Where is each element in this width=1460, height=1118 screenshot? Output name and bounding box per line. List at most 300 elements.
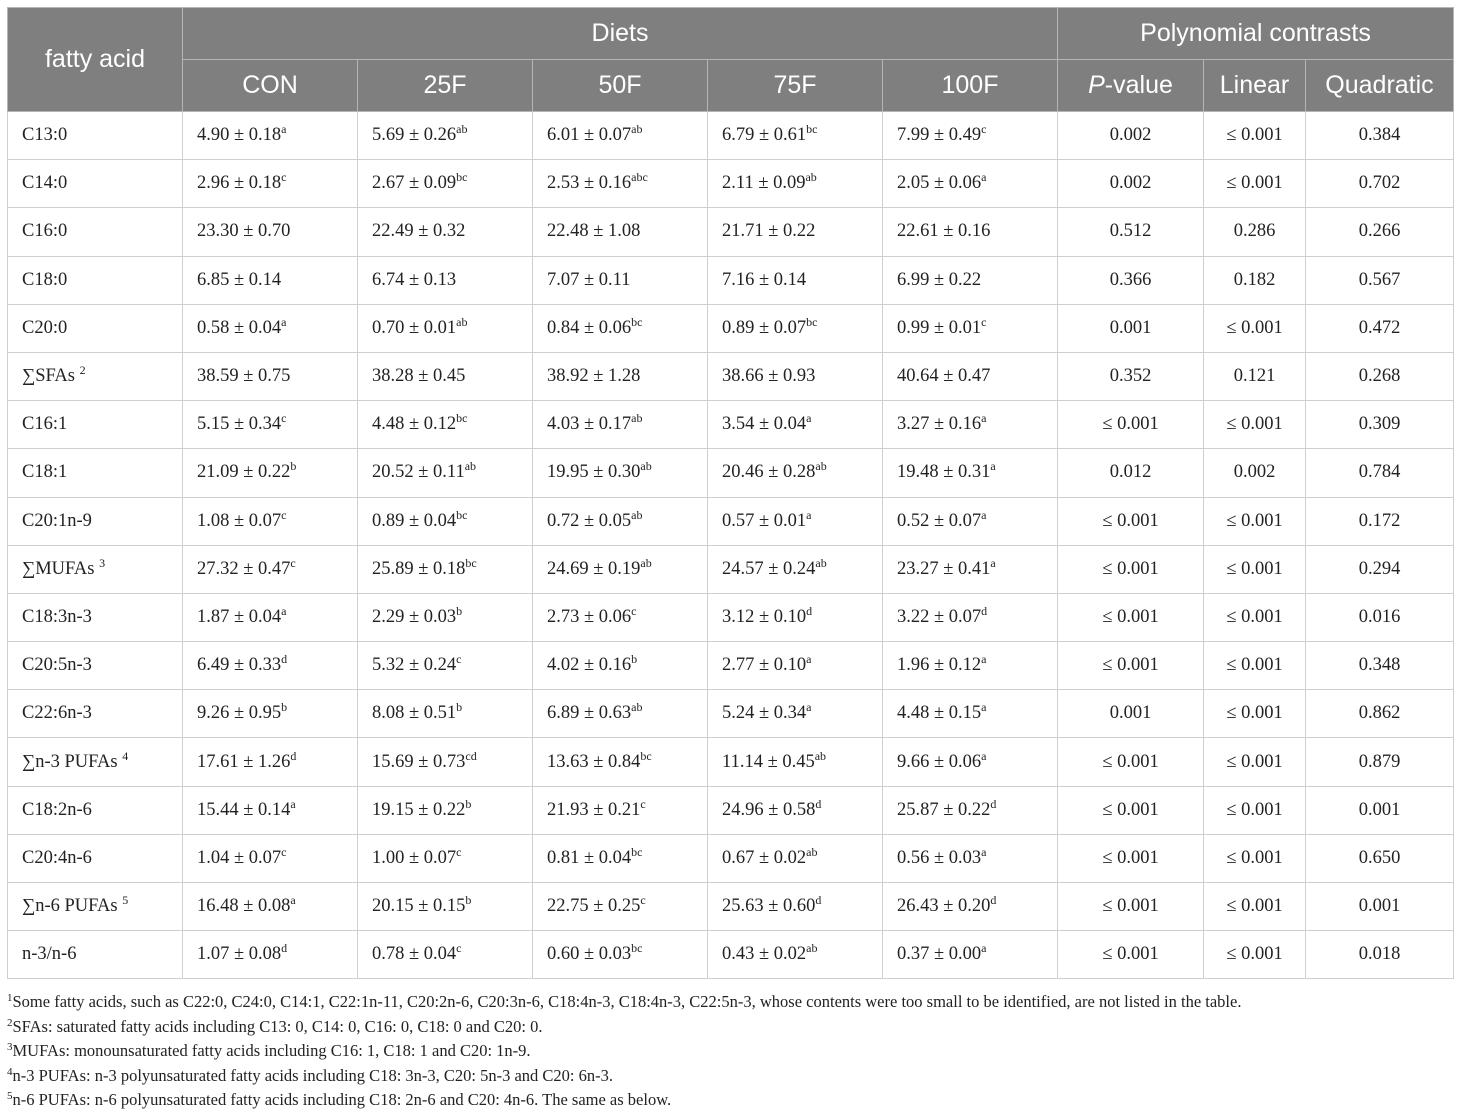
significance-letter: ab (456, 122, 468, 137)
fatty-acid-label: C20:0 (22, 317, 68, 338)
significance-letter: c (981, 314, 987, 329)
diet-value-cell (358, 497, 533, 545)
significance-letter: ab (631, 700, 643, 715)
diet-value-cell (358, 834, 533, 882)
significance-letter: a (806, 507, 812, 522)
mean-sem-value: 0.60 ± 0.03 (547, 944, 632, 965)
quadratic-cell: 0.001 (1306, 883, 1454, 931)
mean-sem-value: 21.93 ± 0.21 (547, 799, 641, 820)
table-row (8, 834, 1454, 882)
p-value-cell: ≤ 0.001 (1058, 497, 1204, 545)
mean-sem-value: 3.22 ± 0.07 (897, 606, 982, 627)
linear-cell: 0.182 (1204, 256, 1306, 304)
diet-value-cell (183, 931, 358, 979)
linear-cell: ≤ 0.001 (1204, 112, 1306, 160)
row-fatty-acid-name (8, 449, 183, 497)
diet-value-cell (358, 642, 533, 690)
mean-sem-value: 0.58 ± 0.04 (197, 317, 282, 338)
diet-value-cell (358, 256, 533, 304)
diet-value-cell (883, 304, 1058, 352)
mean-sem-value: 23.30 ± 0.70 (197, 221, 291, 242)
footnote (7, 990, 1453, 1015)
significance-letter: a (981, 652, 987, 667)
table-row (8, 545, 1454, 593)
mean-sem-value: 6.74 ± 0.13 (372, 269, 457, 290)
mean-sem-value: 0.72 ± 0.05 (547, 510, 632, 531)
mean-sem-value: 4.90 ± 0.18 (197, 125, 282, 146)
diet-value-cell (883, 160, 1058, 208)
significance-letter: ab (806, 844, 818, 859)
table-row (8, 304, 1454, 352)
diet-value-cell (883, 256, 1058, 304)
header-diet-50f: 50F (533, 60, 708, 112)
mean-sem-value: 23.27 ± 0.41 (897, 558, 991, 579)
significance-letter: b (465, 893, 472, 908)
significance-letter: a (806, 652, 812, 667)
significance-letter: a (981, 507, 987, 522)
diet-value-cell (708, 593, 883, 641)
significance-letter: bc (806, 122, 818, 137)
mean-sem-value: 11.14 ± 0.45 (722, 751, 815, 772)
row-fatty-acid-name (8, 545, 183, 593)
mean-sem-value: 19.48 ± 0.31 (897, 462, 991, 483)
quadratic-cell: 0.018 (1306, 931, 1454, 979)
mean-sem-value: 0.81 ± 0.04 (547, 847, 632, 868)
fatty-acid-label: C16:1 (22, 414, 68, 435)
diet-value-cell (533, 304, 708, 352)
diet-value-cell (883, 786, 1058, 834)
diet-value-cell (708, 834, 883, 882)
diet-value-cell (358, 112, 533, 160)
quadratic-cell: 0.472 (1306, 304, 1454, 352)
linear-cell: ≤ 0.001 (1204, 401, 1306, 449)
significance-letter: b (456, 700, 463, 715)
mean-sem-value: 7.99 ± 0.49 (897, 125, 982, 146)
footnote-text: Some fatty acids, such as C22:0, C24:0, C14:1, C22:1n-11, C20:2n-6, C20:3n-6, C18:4n-3, C18:4n-3, C22:5n-3, whose contents were too small to be identified, are not listed in the table. (12, 992, 1242, 1011)
footnote-number: 3 (7, 1041, 13, 1054)
mean-sem-value: 2.29 ± 0.03 (372, 606, 457, 627)
mean-sem-value: 3.12 ± 0.10 (722, 606, 807, 627)
mean-sem-value: 0.43 ± 0.02 (722, 944, 807, 965)
fatty-acid-label: n-3/n-6 (22, 944, 77, 965)
diet-value-cell (533, 545, 708, 593)
linear-cell: 0.286 (1204, 208, 1306, 256)
mean-sem-value: 9.66 ± 0.06 (897, 751, 982, 772)
header-diet-100f: 100F (883, 60, 1058, 112)
row-fatty-acid-name (8, 256, 183, 304)
mean-sem-value: 5.69 ± 0.26 (372, 125, 457, 146)
significance-letter: ab (814, 748, 827, 763)
header-diet-75f: 75F (708, 60, 883, 112)
significance-letter: c (281, 170, 287, 185)
table-row (8, 401, 1454, 449)
mean-sem-value: 1.96 ± 0.12 (897, 655, 982, 676)
significance-letter: bc (640, 748, 652, 763)
header-polynomial-contrasts: Polynomial contrasts (1058, 8, 1454, 60)
diet-value-cell (533, 786, 708, 834)
diet-value-cell (883, 931, 1058, 979)
row-fatty-acid-name (8, 593, 183, 641)
diet-value-cell (358, 690, 533, 738)
significance-letter: c (456, 652, 462, 667)
diet-value-cell (183, 738, 358, 786)
significance-letter: b (456, 603, 463, 618)
diet-value-cell (708, 304, 883, 352)
footnote (7, 1064, 1453, 1089)
footnote-number: 1 (7, 992, 13, 1004)
diet-value-cell (533, 642, 708, 690)
footnote-text: MUFAs: monounsaturated fatty acids including C16: 1, C18: 1 and C20: 1n-9. (12, 1041, 531, 1061)
linear-cell: ≤ 0.001 (1204, 304, 1306, 352)
mean-sem-value: 22.61 ± 0.16 (897, 221, 991, 242)
diet-value-cell (183, 256, 358, 304)
mean-sem-value: 4.02 ± 0.16 (547, 655, 632, 676)
header-diets: Diets (183, 8, 1058, 60)
diet-value-cell (883, 545, 1058, 593)
diet-value-cell (708, 497, 883, 545)
significance-letter: ab (805, 170, 817, 185)
mean-sem-value: 19.95 ± 0.30 (547, 462, 641, 483)
fatty-acid-label: C18:0 (22, 269, 68, 290)
diet-value-cell (358, 931, 533, 979)
header-quadratic: Quadratic (1306, 60, 1454, 112)
fatty-acid-label: C20:1n-9 (22, 510, 92, 531)
mean-sem-value: 7.16 ± 0.14 (722, 269, 807, 290)
mean-sem-value: 5.32 ± 0.24 (372, 655, 457, 676)
header-diet-25f: 25F (358, 60, 533, 112)
diet-value-cell (183, 352, 358, 400)
mean-sem-value: 20.15 ± 0.15 (372, 896, 466, 917)
significance-letter: a (281, 314, 287, 329)
significance-letter: abc (631, 170, 648, 185)
row-fatty-acid-name (8, 160, 183, 208)
mean-sem-value: 6.85 ± 0.14 (197, 269, 282, 290)
significance-letter: d (290, 748, 297, 763)
footnote-marker: 5 (122, 893, 129, 908)
significance-letter: a (281, 603, 287, 618)
fatty-acid-label: ∑MUFAs (22, 558, 100, 579)
quadratic-cell: 0.702 (1306, 160, 1454, 208)
quadratic-cell: 0.567 (1306, 256, 1454, 304)
significance-letter: bc (631, 314, 643, 329)
footnote (7, 1039, 1453, 1064)
significance-letter: d (815, 893, 822, 908)
footnote-number: 4 (7, 1065, 13, 1078)
mean-sem-value: 2.11 ± 0.09 (722, 173, 806, 194)
mean-sem-value: 0.78 ± 0.04 (372, 944, 457, 965)
significance-letter: a (990, 555, 996, 570)
diet-value-cell (183, 690, 358, 738)
mean-sem-value: 19.15 ± 0.22 (372, 799, 466, 820)
significance-letter: d (281, 941, 288, 956)
mean-sem-value: 38.66 ± 0.93 (722, 366, 816, 387)
table-row (8, 449, 1454, 497)
mean-sem-value: 6.49 ± 0.33 (197, 655, 282, 676)
mean-sem-value: 21.09 ± 0.22 (197, 462, 291, 483)
mean-sem-value: 2.67 ± 0.09 (372, 173, 457, 194)
mean-sem-value: 20.52 ± 0.11 (372, 462, 465, 483)
table-row (8, 883, 1454, 931)
diet-value-cell (533, 834, 708, 882)
diet-value-cell (358, 738, 533, 786)
significance-letter: c (456, 844, 462, 859)
significance-letter: cd (465, 748, 477, 763)
fatty-acid-label: C13:0 (22, 125, 68, 146)
mean-sem-value: 22.75 ± 0.25 (547, 896, 641, 917)
quadratic-cell: 0.862 (1306, 690, 1454, 738)
mean-sem-value: 25.87 ± 0.22 (897, 799, 991, 820)
diet-value-cell (883, 642, 1058, 690)
significance-letter: d (981, 603, 988, 618)
table-row (8, 497, 1454, 545)
linear-cell: ≤ 0.001 (1204, 690, 1306, 738)
diet-value-cell (533, 352, 708, 400)
linear-cell: 0.121 (1204, 352, 1306, 400)
diet-value-cell (533, 593, 708, 641)
diet-value-cell (358, 449, 533, 497)
mean-sem-value: 2.96 ± 0.18 (197, 173, 282, 194)
table-row (8, 112, 1454, 160)
mean-sem-value: 1.00 ± 0.07 (372, 847, 457, 868)
mean-sem-value: 40.64 ± 0.47 (897, 366, 991, 387)
fatty-acid-label: C20:4n-6 (22, 847, 92, 868)
p-value-cell: 0.001 (1058, 690, 1204, 738)
significance-letter: c (281, 844, 287, 859)
significance-letter: c (640, 893, 646, 908)
diet-value-cell (183, 401, 358, 449)
row-fatty-acid-name (8, 642, 183, 690)
footnote-marker: 4 (122, 748, 129, 763)
mean-sem-value: 0.89 ± 0.04 (372, 510, 457, 531)
mean-sem-value: 2.53 ± 0.16 (547, 173, 632, 194)
diet-value-cell (708, 545, 883, 593)
significance-letter: ab (640, 555, 652, 570)
significance-letter: a (981, 941, 987, 956)
diet-value-cell (708, 112, 883, 160)
significance-letter: c (290, 555, 296, 570)
diet-value-cell (708, 690, 883, 738)
significance-letter: ab (815, 555, 827, 570)
mean-sem-value: 15.69 ± 0.73 (372, 751, 466, 772)
mean-sem-value: 5.24 ± 0.34 (722, 703, 807, 724)
diet-value-cell (708, 883, 883, 931)
diet-value-cell (708, 931, 883, 979)
significance-letter: b (281, 700, 288, 715)
p-value-cell: ≤ 0.001 (1058, 642, 1204, 690)
linear-cell: ≤ 0.001 (1204, 786, 1306, 834)
diet-value-cell (358, 304, 533, 352)
mean-sem-value: 5.15 ± 0.34 (197, 414, 282, 435)
table-body (8, 112, 1454, 979)
p-value-cell: 0.512 (1058, 208, 1204, 256)
mean-sem-value: 0.89 ± 0.07 (722, 317, 807, 338)
significance-letter: a (990, 459, 996, 474)
mean-sem-value: 25.63 ± 0.60 (722, 896, 816, 917)
diet-value-cell (708, 352, 883, 400)
p-value-cell: ≤ 0.001 (1058, 786, 1204, 834)
linear-cell: ≤ 0.001 (1204, 642, 1306, 690)
significance-letter: a (981, 700, 987, 715)
row-fatty-acid-name (8, 304, 183, 352)
header-row-top (8, 8, 1454, 60)
linear-cell: ≤ 0.001 (1204, 497, 1306, 545)
diet-value-cell (533, 883, 708, 931)
significance-letter: b (290, 459, 297, 474)
mean-sem-value: 16.48 ± 0.08 (197, 896, 291, 917)
mean-sem-value: 6.01 ± 0.07 (547, 125, 632, 146)
mean-sem-value: 38.59 ± 0.75 (197, 366, 291, 387)
mean-sem-value: 38.28 ± 0.45 (372, 366, 466, 387)
diet-value-cell (358, 786, 533, 834)
footnote-number: 2 (7, 1016, 13, 1029)
mean-sem-value: 8.08 ± 0.51 (372, 703, 457, 724)
row-fatty-acid-name (8, 401, 183, 449)
mean-sem-value: 24.69 ± 0.19 (547, 558, 641, 579)
diet-value-cell (708, 401, 883, 449)
significance-letter: b (631, 652, 638, 667)
table-header (8, 8, 1454, 112)
fatty-acid-table-container (7, 7, 1453, 979)
diet-value-cell (533, 112, 708, 160)
mean-sem-value: 15.44 ± 0.14 (197, 799, 291, 820)
diet-value-cell (708, 208, 883, 256)
significance-letter: c (456, 941, 462, 956)
p-value-cell: 0.001 (1058, 304, 1204, 352)
diet-value-cell (708, 160, 883, 208)
significance-letter: a (290, 893, 296, 908)
diet-value-cell (883, 208, 1058, 256)
mean-sem-value: 26.43 ± 0.20 (897, 896, 991, 917)
diet-value-cell (883, 112, 1058, 160)
diet-value-cell (183, 112, 358, 160)
quadratic-cell: 0.384 (1306, 112, 1454, 160)
significance-letter: a (806, 700, 812, 715)
mean-sem-value: 9.26 ± 0.95 (197, 703, 282, 724)
quadratic-cell: 0.268 (1306, 352, 1454, 400)
mean-sem-value: 0.99 ± 0.01 (897, 317, 982, 338)
linear-cell: ≤ 0.001 (1204, 834, 1306, 882)
diet-value-cell (183, 593, 358, 641)
diet-value-cell (883, 738, 1058, 786)
diet-value-cell (883, 449, 1058, 497)
p-value-cell: ≤ 0.001 (1058, 834, 1204, 882)
diet-value-cell (708, 449, 883, 497)
footnote-number: 5 (7, 1090, 13, 1103)
diet-value-cell (533, 931, 708, 979)
p-value-cell: 0.012 (1058, 449, 1204, 497)
row-fatty-acid-name (8, 738, 183, 786)
mean-sem-value: 1.08 ± 0.07 (197, 510, 282, 531)
fatty-acid-label: ∑SFAs (22, 366, 80, 387)
fatty-acid-label: C14:0 (22, 173, 68, 194)
significance-letter: d (806, 603, 813, 618)
significance-letter: b (465, 796, 472, 811)
quadratic-cell: 0.016 (1306, 593, 1454, 641)
footnote-text: n-6 PUFAs: n-6 polyunsaturated fatty acids including C18: 2n-6 and C20: 4n-6. The same as below. (12, 1090, 672, 1110)
header-p-value (1058, 60, 1204, 112)
mean-sem-value: 24.96 ± 0.58 (722, 799, 816, 820)
linear-cell: ≤ 0.001 (1204, 545, 1306, 593)
significance-letter: a (981, 748, 987, 763)
quadratic-cell: 0.309 (1306, 401, 1454, 449)
diet-value-cell (883, 352, 1058, 400)
diet-value-cell (883, 401, 1058, 449)
significance-letter: d (815, 796, 822, 811)
significance-letter: bc (456, 507, 468, 522)
linear-cell: ≤ 0.001 (1204, 883, 1306, 931)
p-value-cell: 0.002 (1058, 160, 1204, 208)
table-row (8, 160, 1454, 208)
diet-value-cell (358, 352, 533, 400)
quadratic-cell: 0.001 (1306, 786, 1454, 834)
footnote-text: SFAs: saturated fatty acids including C13: 0, C14: 0, C16: 0, C18: 0 and C20: 0. (12, 1016, 543, 1036)
mean-sem-value: 25.89 ± 0.18 (372, 558, 466, 579)
table-row (8, 593, 1454, 641)
quadratic-cell: 0.650 (1306, 834, 1454, 882)
footnote (7, 1015, 1453, 1040)
diet-value-cell (183, 786, 358, 834)
mean-sem-value: 3.54 ± 0.04 (722, 414, 807, 435)
mean-sem-value: 1.87 ± 0.04 (197, 606, 282, 627)
table-row (8, 208, 1454, 256)
quadratic-cell: 0.784 (1306, 449, 1454, 497)
diet-value-cell (183, 304, 358, 352)
diet-value-cell (358, 545, 533, 593)
significance-letter: a (806, 411, 812, 426)
mean-sem-value: 3.27 ± 0.16 (897, 414, 982, 435)
diet-value-cell (533, 401, 708, 449)
mean-sem-value: 7.07 ± 0.11 (547, 269, 631, 290)
header-diet-con: CON (183, 60, 358, 112)
p-value-cell: ≤ 0.001 (1058, 593, 1204, 641)
header-fatty-acid: fatty acid (8, 8, 183, 112)
footnote-marker: 3 (99, 555, 106, 570)
mean-sem-value: 38.92 ± 1.28 (547, 366, 641, 387)
diet-value-cell (183, 449, 358, 497)
mean-sem-value: 6.99 ± 0.22 (897, 269, 982, 290)
mean-sem-value: 2.77 ± 0.10 (722, 655, 807, 676)
diet-value-cell (708, 786, 883, 834)
linear-cell: ≤ 0.001 (1204, 738, 1306, 786)
fatty-acid-label: C18:1 (22, 462, 68, 483)
diet-value-cell (358, 401, 533, 449)
significance-letter: d (990, 796, 997, 811)
mean-sem-value: 0.52 ± 0.07 (897, 510, 982, 531)
mean-sem-value: 22.49 ± 0.32 (372, 221, 466, 242)
mean-sem-value: 17.61 ± 1.26 (197, 751, 291, 772)
significance-letter: c (640, 796, 646, 811)
linear-cell: 0.002 (1204, 449, 1306, 497)
mean-sem-value: 4.48 ± 0.15 (897, 703, 982, 724)
row-fatty-acid-name (8, 931, 183, 979)
diet-value-cell (533, 449, 708, 497)
significance-letter: a (290, 796, 296, 811)
diet-value-cell (183, 642, 358, 690)
diet-value-cell (183, 160, 358, 208)
significance-letter: c (281, 507, 287, 522)
quadratic-cell: 0.266 (1306, 208, 1454, 256)
significance-letter: ab (815, 459, 827, 474)
table-row (8, 738, 1454, 786)
significance-letter: d (281, 652, 288, 667)
mean-sem-value: 0.56 ± 0.03 (897, 847, 982, 868)
p-value-cell: ≤ 0.001 (1058, 738, 1204, 786)
significance-letter: ab (631, 507, 643, 522)
mean-sem-value: 13.63 ± 0.84 (547, 751, 641, 772)
diet-value-cell (533, 690, 708, 738)
significance-letter: a (981, 411, 987, 426)
diet-value-cell (358, 883, 533, 931)
